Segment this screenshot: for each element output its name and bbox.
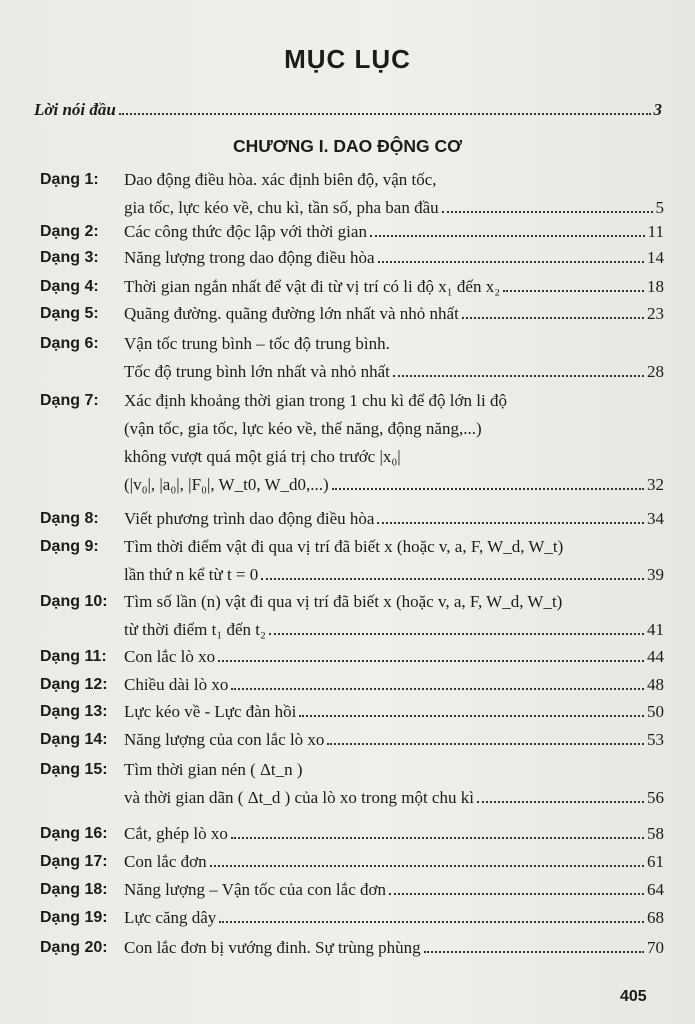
toc-entry[interactable]	[40, 643, 664, 671]
entry-page: 34	[647, 509, 664, 528]
toc-entry[interactable]	[40, 533, 664, 589]
entry-label: Dạng 9:	[40, 538, 99, 555]
entry-label: Dạng 6:	[40, 335, 99, 352]
entry-line	[124, 820, 664, 848]
entry-label: Dạng 8:	[40, 510, 99, 527]
toc-entry[interactable]	[40, 876, 664, 904]
entry-text: Tìm thời điểm vật đi qua vị trí đã biết x (hoặc v, a, F, W_d, W_t)	[124, 537, 564, 556]
entry-text: Con lắc đơn bị vướng đinh. Sự trùng phùng	[124, 938, 421, 957]
entry-line	[124, 616, 664, 644]
entry-line	[124, 904, 664, 932]
toc-entry[interactable]	[40, 820, 664, 848]
entry-page: 41	[647, 620, 664, 639]
toc-entry[interactable]	[40, 934, 664, 962]
entry-page: 32	[647, 475, 664, 494]
entry-text: Năng lượng trong dao động điều hòa	[124, 248, 375, 267]
entry-line	[124, 300, 664, 328]
entry-page: 50	[647, 702, 664, 721]
leader-dots	[377, 522, 644, 524]
entry-line	[124, 330, 664, 358]
entry-line	[124, 588, 664, 616]
entry-line	[124, 848, 664, 876]
entry-line	[124, 876, 664, 904]
entry-text: Năng lượng của con lắc lò xo	[124, 730, 325, 749]
entry-page: 39	[647, 565, 664, 584]
entry-text: Tìm thời gian nén ( Δt_n )	[124, 760, 303, 779]
leader-dots	[269, 633, 644, 635]
page-number: 405	[620, 988, 647, 1005]
leader-dots	[378, 261, 645, 263]
entry-label: Dạng 15:	[40, 761, 108, 778]
leader-dots	[231, 688, 644, 690]
entry-page: 14	[647, 248, 664, 267]
entry-label: Dạng 12:	[40, 676, 108, 693]
entry-line	[124, 505, 664, 533]
preface-entry[interactable]	[34, 100, 662, 121]
entry-text: Quãng đường. quãng đường lớn nhất và nhỏ nhất	[124, 304, 459, 323]
entry-text: Lực căng dây	[124, 908, 217, 927]
toc-entry[interactable]	[40, 387, 664, 499]
entry-text: Viết phương trình dao động điều hòa	[124, 509, 375, 528]
entry-label: Dạng 16:	[40, 825, 108, 842]
entry-line	[124, 756, 664, 784]
entry-line	[124, 533, 664, 561]
entry-page: 44	[647, 647, 664, 666]
entry-line	[124, 671, 664, 699]
entry-text: Con lắc đơn	[124, 852, 207, 871]
entry-page: 5	[655, 198, 664, 217]
entry-text: Thời gian ngắn nhất để vật đi từ vị trí có li độ x₁ đến x₂	[124, 277, 501, 296]
entry-line	[124, 726, 664, 754]
entry-label: Dạng 11:	[40, 648, 107, 665]
entry-page: 28	[647, 362, 664, 381]
entry-line	[124, 218, 664, 246]
leader-dots	[210, 865, 644, 867]
entry-line	[124, 244, 664, 272]
leader-dots	[231, 837, 644, 839]
entry-page: 70	[647, 938, 664, 957]
entry-text: Xác định khoảng thời gian trong 1 chu kì để độ lớn li độ	[124, 391, 507, 410]
leader-dots	[462, 317, 644, 319]
entry-page: 64	[647, 880, 664, 899]
entry-text: Chiều dài lò xo	[124, 675, 229, 694]
entry-label: Dạng 7:	[40, 392, 99, 409]
entry-label: Dạng 2:	[40, 223, 99, 240]
entry-text: Tốc độ trung bình lớn nhất và nhỏ nhất	[124, 362, 390, 381]
entry-label: Dạng 1:	[40, 171, 99, 188]
entry-text: (|v₀|, |a₀|, |F₀|, W_t0, W_d0,...)	[124, 475, 329, 494]
entry-text: Các công thức độc lập với thời gian	[124, 222, 367, 241]
toc-entry[interactable]	[40, 300, 664, 328]
entry-label: Dạng 19:	[40, 909, 108, 926]
entry-label: Dạng 20:	[40, 939, 108, 956]
page-title: MỤC LỤC	[284, 44, 411, 74]
entry-text: Tìm số lần (n) vật đi qua vị trí đã biết x (hoặc v, a, F, W_d, W_t)	[124, 592, 563, 611]
entry-page: 18	[647, 277, 664, 296]
entry-text: (vận tốc, gia tốc, lực kéo về, thế năng, động năng,...)	[124, 419, 482, 438]
entry-text: không vượt quá một giá trị cho trước |x₀|	[124, 447, 401, 466]
toc-entry[interactable]	[40, 756, 664, 812]
entry-label: Dạng 14:	[40, 731, 108, 748]
entry-line	[124, 698, 664, 726]
entry-line	[124, 415, 664, 443]
entry-page: 48	[647, 675, 664, 694]
entry-page: 23	[647, 304, 664, 323]
entry-text: Dao động điều hòa. xác định biên độ, vận tốc,	[124, 170, 437, 189]
leader-dots	[327, 743, 644, 745]
leader-dots	[219, 921, 644, 923]
entry-page: 11	[647, 222, 664, 241]
toc-entry[interactable]	[40, 505, 664, 533]
leader-dots	[477, 801, 644, 803]
leader-dots	[370, 235, 645, 237]
entry-page: 56	[647, 788, 664, 807]
entry-page: 53	[647, 730, 664, 749]
preface-page: 3	[653, 100, 662, 119]
entry-label: Dạng 17:	[40, 853, 108, 870]
entry-text: Lực kéo về - Lực đàn hồi	[124, 702, 297, 721]
entry-text: Cắt, ghép lò xo	[124, 824, 228, 843]
entry-line	[124, 358, 664, 386]
chapter-heading: CHƯƠNG I. DAO ĐỘNG CƠ	[232, 136, 463, 156]
leader-dots	[119, 113, 651, 115]
leader-dots	[332, 488, 644, 490]
entry-page: 61	[647, 852, 664, 871]
leader-dots	[424, 951, 644, 953]
toc-entry[interactable]	[40, 698, 664, 726]
entry-label: Dạng 5:	[40, 305, 99, 322]
entry-label: Dạng 4:	[40, 278, 99, 295]
entry-text: lần thứ n kể từ t = 0	[124, 565, 259, 584]
toc-entry[interactable]	[40, 166, 664, 222]
leader-dots	[442, 211, 653, 213]
toc-entry[interactable]	[40, 218, 664, 246]
leader-dots	[218, 660, 644, 662]
entry-line	[124, 643, 664, 671]
entry-line	[124, 561, 664, 589]
toc-entry[interactable]	[40, 848, 664, 876]
entry-line	[124, 784, 664, 812]
toc-entry[interactable]	[40, 330, 664, 386]
entry-page: 58	[647, 824, 664, 843]
entry-text: gia tốc, lực kéo về, chu kì, tần số, pha ban đầu	[124, 198, 439, 217]
toc-entry[interactable]	[40, 244, 664, 272]
toc-entry[interactable]	[40, 726, 664, 754]
toc-entry[interactable]	[40, 273, 664, 301]
toc-entry[interactable]	[40, 588, 664, 644]
entry-line	[124, 471, 664, 499]
entry-text: Con lắc lò xo	[124, 647, 216, 666]
leader-dots	[503, 290, 644, 292]
entry-text: Vận tốc trung bình – tốc độ trung bình.	[124, 334, 390, 353]
entry-text: Năng lượng – Vận tốc của con lắc đơn	[124, 880, 386, 899]
leader-dots	[393, 375, 644, 377]
entry-label: Dạng 10:	[40, 593, 108, 610]
toc-entry[interactable]	[40, 904, 664, 932]
entry-label: Dạng 3:	[40, 249, 99, 266]
leader-dots	[389, 893, 644, 895]
entry-line	[124, 387, 664, 415]
entry-text: từ thời điểm t₁ đến t₂	[124, 620, 266, 639]
toc-entry[interactable]	[40, 671, 664, 699]
leader-dots	[299, 715, 644, 717]
preface-label: Lời nói đầu	[34, 100, 116, 119]
entry-line	[124, 273, 664, 301]
entry-label: Dạng 18:	[40, 881, 108, 898]
entry-line	[124, 443, 664, 471]
entry-line	[124, 934, 664, 962]
entry-text: và thời gian dãn ( Δt_d ) của lò xo trong một chu kì	[124, 788, 474, 807]
entry-line	[124, 166, 664, 194]
leader-dots	[261, 578, 644, 580]
entry-page: 68	[647, 908, 664, 927]
entry-label: Dạng 13:	[40, 703, 108, 720]
